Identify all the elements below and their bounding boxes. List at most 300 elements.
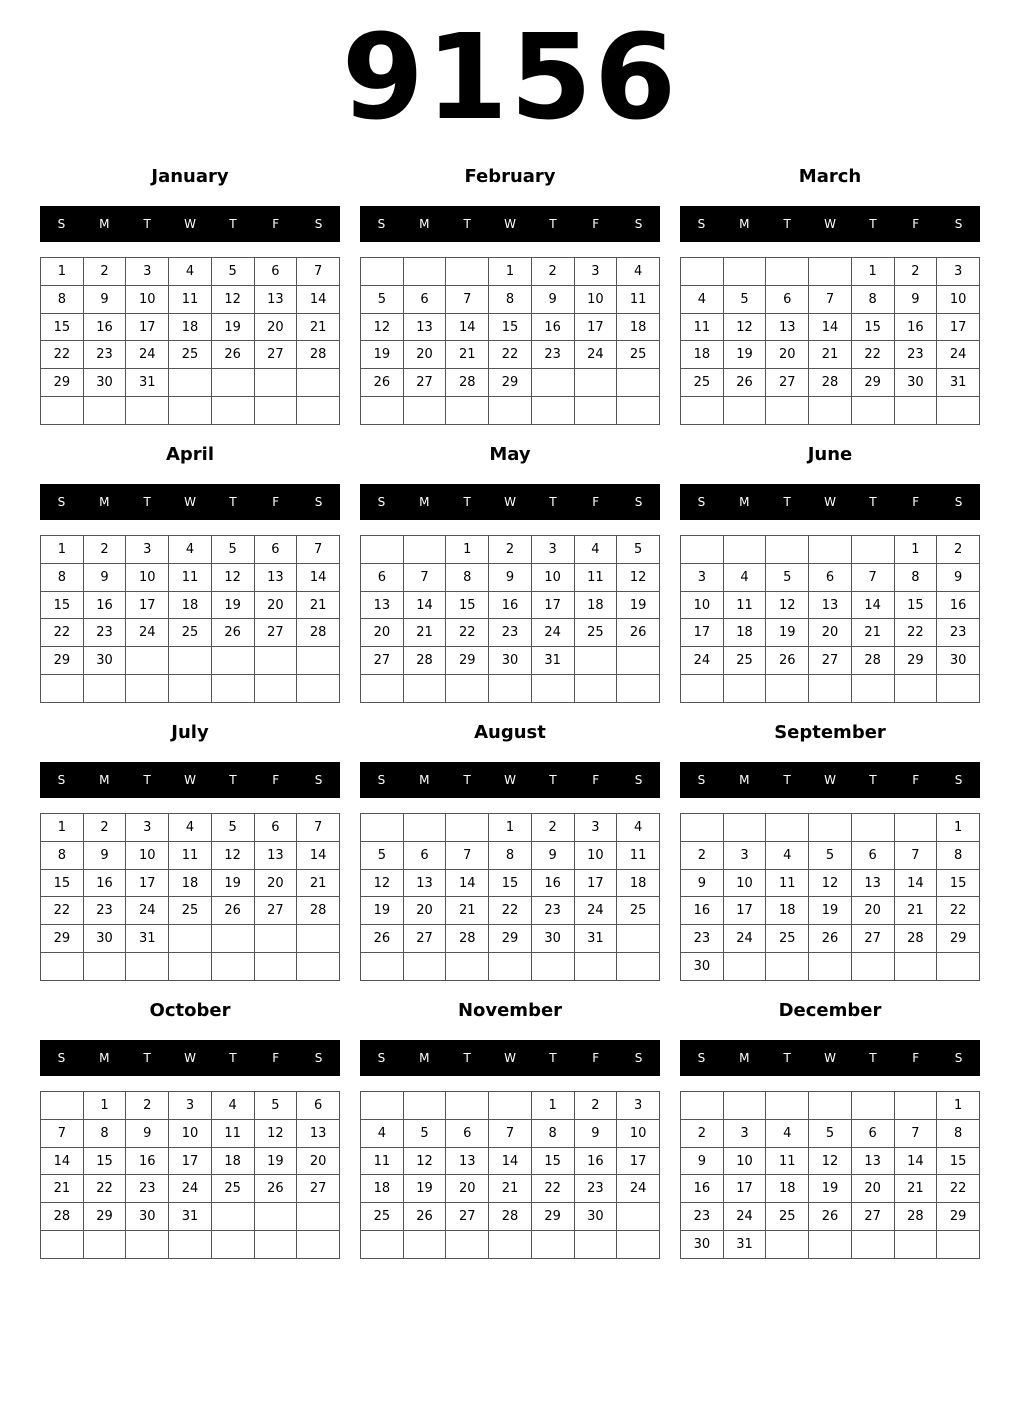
day-cell: 26 (211, 619, 254, 647)
week-row (41, 591, 340, 619)
weekday-label: T (229, 217, 237, 231)
day-cell: 21 (446, 897, 489, 925)
day-cell: 21 (297, 869, 340, 897)
day-cell: 22 (489, 897, 532, 925)
empty-cell (851, 675, 894, 703)
day-cell: 3 (126, 814, 169, 842)
day-cell: 18 (169, 869, 212, 897)
day-cell: 5 (809, 841, 852, 869)
day-cell: 4 (361, 1119, 404, 1147)
empty-cell (766, 536, 809, 564)
weekday-label: M (419, 495, 430, 509)
day-cell: 23 (681, 925, 724, 953)
day-cell: 20 (851, 897, 894, 925)
day-cell: 4 (766, 841, 809, 869)
day-cell: 18 (766, 897, 809, 925)
day-cell: 9 (937, 563, 980, 591)
day-cell: 19 (361, 897, 404, 925)
week-row (681, 341, 980, 369)
empty-cell (126, 953, 169, 981)
month-september (680, 716, 980, 986)
empty-cell (681, 814, 724, 842)
week-row (41, 563, 340, 591)
weekday-label: M (99, 773, 110, 787)
weekday-header (360, 484, 660, 520)
day-cell: 25 (169, 897, 212, 925)
month-name: July (171, 722, 209, 743)
empty-cell (361, 397, 404, 425)
day-cell: 24 (531, 619, 574, 647)
empty-cell (41, 397, 84, 425)
month-december (680, 994, 980, 1264)
month-name: April (165, 444, 215, 465)
day-cell: 2 (894, 258, 937, 286)
empty-cell (681, 536, 724, 564)
day-cell: 27 (403, 925, 446, 953)
weekday-label: S (377, 773, 386, 787)
day-cell: 22 (937, 1175, 980, 1203)
month-name: October (149, 1000, 231, 1021)
week-row (681, 313, 980, 341)
weekday-label: T (229, 495, 237, 509)
day-cell: 12 (809, 869, 852, 897)
day-cell: 22 (531, 1175, 574, 1203)
day-cell: 18 (617, 313, 660, 341)
day-cell: 10 (574, 841, 617, 869)
day-cell: 5 (617, 536, 660, 564)
day-cell: 12 (361, 313, 404, 341)
day-cell: 22 (489, 341, 532, 369)
day-grid (40, 535, 340, 703)
week-row (681, 285, 980, 313)
day-cell: 24 (937, 341, 980, 369)
week-row (681, 619, 980, 647)
week-row (41, 258, 340, 286)
day-cell: 26 (361, 925, 404, 953)
day-cell: 8 (489, 285, 532, 313)
week-row (681, 897, 980, 925)
day-cell: 11 (169, 563, 212, 591)
empty-cell (446, 397, 489, 425)
empty-cell (403, 1092, 446, 1120)
day-cell: 11 (681, 313, 724, 341)
day-cell: 22 (83, 1175, 126, 1203)
empty-cell (211, 925, 254, 953)
month-name: August (474, 722, 546, 743)
empty-cell (361, 258, 404, 286)
empty-cell (681, 1092, 724, 1120)
day-cell: 13 (403, 869, 446, 897)
day-cell: 12 (809, 1147, 852, 1175)
day-grid (360, 1091, 660, 1259)
week-row (41, 536, 340, 564)
weekday-label: W (184, 1051, 196, 1065)
weekday-label: M (419, 217, 430, 231)
day-cell: 3 (723, 841, 766, 869)
weekday-label: M (739, 495, 750, 509)
day-cell: 30 (126, 1203, 169, 1231)
month-july (40, 716, 340, 986)
weekday-label: F (912, 1051, 920, 1065)
weekday-header (360, 762, 660, 798)
day-cell: 6 (254, 814, 297, 842)
day-cell: 16 (126, 1147, 169, 1175)
day-cell: 19 (809, 1175, 852, 1203)
day-cell: 24 (723, 925, 766, 953)
day-cell: 3 (531, 536, 574, 564)
week-row (41, 841, 340, 869)
day-cell: 5 (254, 1092, 297, 1120)
day-cell: 30 (489, 647, 532, 675)
day-cell: 8 (41, 285, 84, 313)
day-cell: 8 (937, 1119, 980, 1147)
day-cell: 17 (126, 869, 169, 897)
weekday-label: T (463, 1051, 471, 1065)
day-cell: 15 (531, 1147, 574, 1175)
empty-cell (531, 1231, 574, 1259)
week-row (41, 1119, 340, 1147)
day-cell: 23 (531, 341, 574, 369)
day-cell: 12 (254, 1119, 297, 1147)
weekday-label: W (504, 1051, 516, 1065)
day-cell: 17 (531, 591, 574, 619)
empty-cell (766, 1092, 809, 1120)
day-cell: 3 (617, 1092, 660, 1120)
day-cell: 3 (574, 814, 617, 842)
day-cell: 10 (723, 1147, 766, 1175)
day-cell: 24 (126, 619, 169, 647)
day-cell: 7 (894, 841, 937, 869)
month-march (680, 160, 980, 430)
week-row (41, 369, 340, 397)
day-cell: 18 (169, 591, 212, 619)
week-row (41, 619, 340, 647)
empty-cell (41, 675, 84, 703)
day-cell: 21 (851, 619, 894, 647)
weekday-label: S (954, 495, 963, 509)
weekday-label: M (739, 773, 750, 787)
empty-cell (894, 1231, 937, 1259)
day-cell: 29 (41, 369, 84, 397)
day-cell: 10 (531, 563, 574, 591)
day-cell: 25 (681, 369, 724, 397)
empty-cell (766, 397, 809, 425)
weekday-label: T (783, 495, 791, 509)
weekday-label: T (783, 773, 791, 787)
week-row (361, 1147, 660, 1175)
week-row (361, 341, 660, 369)
week-row (681, 925, 980, 953)
empty-cell (297, 1203, 340, 1231)
day-cell: 22 (937, 897, 980, 925)
empty-cell (83, 397, 126, 425)
week-row (41, 897, 340, 925)
day-cell: 1 (489, 814, 532, 842)
week-row (681, 841, 980, 869)
day-cell: 20 (809, 619, 852, 647)
day-cell: 14 (41, 1147, 84, 1175)
day-cell: 13 (254, 563, 297, 591)
weekday-label: S (634, 495, 643, 509)
year-title: 9156 (341, 8, 679, 146)
day-cell: 1 (937, 814, 980, 842)
weekday-label: T (549, 495, 557, 509)
weekday-label: S (314, 217, 323, 231)
weekday-label: S (634, 1051, 643, 1065)
empty-cell (489, 675, 532, 703)
day-cell: 17 (574, 313, 617, 341)
day-cell: 14 (297, 841, 340, 869)
empty-cell (446, 953, 489, 981)
week-row (361, 925, 660, 953)
month-name: December (778, 1000, 882, 1021)
empty-cell (851, 1092, 894, 1120)
day-cell: 9 (574, 1119, 617, 1147)
week-row (361, 897, 660, 925)
empty-cell (617, 397, 660, 425)
day-cell: 8 (531, 1119, 574, 1147)
day-cell: 20 (851, 1175, 894, 1203)
weekday-label: M (739, 1051, 750, 1065)
week-row (681, 536, 980, 564)
day-cell: 3 (937, 258, 980, 286)
day-cell: 1 (446, 536, 489, 564)
empty-cell (681, 397, 724, 425)
week-row (41, 647, 340, 675)
day-cell: 28 (297, 341, 340, 369)
weekday-label: T (143, 773, 151, 787)
week-row (41, 1175, 340, 1203)
day-cell: 17 (723, 897, 766, 925)
day-cell: 22 (894, 619, 937, 647)
day-cell: 4 (169, 536, 212, 564)
empty-cell (723, 1092, 766, 1120)
day-cell: 15 (83, 1147, 126, 1175)
day-cell: 2 (489, 536, 532, 564)
empty-cell (446, 258, 489, 286)
weekday-label: M (739, 217, 750, 231)
day-cell: 21 (894, 1175, 937, 1203)
day-cell: 4 (766, 1119, 809, 1147)
week-row (681, 1092, 980, 1120)
day-cell: 4 (617, 258, 660, 286)
day-cell: 6 (403, 841, 446, 869)
empty-cell (531, 675, 574, 703)
day-cell: 7 (809, 285, 852, 313)
day-cell: 23 (574, 1175, 617, 1203)
day-cell: 28 (446, 925, 489, 953)
weekday-label: T (549, 1051, 557, 1065)
empty-cell (894, 953, 937, 981)
day-cell: 5 (809, 1119, 852, 1147)
day-cell: 23 (83, 619, 126, 647)
day-cell: 6 (851, 841, 894, 869)
week-row (41, 925, 340, 953)
day-cell: 28 (297, 897, 340, 925)
day-cell: 20 (403, 341, 446, 369)
day-cell: 5 (211, 536, 254, 564)
day-cell: 23 (83, 897, 126, 925)
day-cell: 2 (681, 1119, 724, 1147)
weekday-label: S (634, 773, 643, 787)
empty-cell (574, 1231, 617, 1259)
weekday-header (680, 762, 980, 798)
day-cell: 16 (489, 591, 532, 619)
empty-cell (169, 1231, 212, 1259)
day-cell: 29 (851, 369, 894, 397)
weekday-header (40, 762, 340, 798)
day-cell: 4 (723, 563, 766, 591)
weekday-label: W (824, 1051, 836, 1065)
day-cell: 13 (809, 591, 852, 619)
weekday-header (40, 206, 340, 242)
day-cell: 5 (211, 258, 254, 286)
day-cell: 7 (297, 536, 340, 564)
week-row (361, 285, 660, 313)
month-name: September (774, 722, 886, 743)
week-row (41, 1203, 340, 1231)
week-row (361, 1175, 660, 1203)
day-cell: 21 (41, 1175, 84, 1203)
day-cell: 1 (531, 1092, 574, 1120)
day-cell: 5 (361, 285, 404, 313)
empty-cell (723, 258, 766, 286)
day-cell: 17 (126, 313, 169, 341)
empty-cell (169, 925, 212, 953)
weekday-label: W (824, 773, 836, 787)
day-cell: 29 (894, 647, 937, 675)
empty-cell (403, 258, 446, 286)
day-cell: 23 (531, 897, 574, 925)
day-cell: 1 (489, 258, 532, 286)
empty-cell (489, 953, 532, 981)
empty-cell (937, 397, 980, 425)
week-row (681, 1147, 980, 1175)
day-cell: 17 (681, 619, 724, 647)
day-cell: 11 (169, 285, 212, 313)
day-grid (360, 813, 660, 981)
day-cell: 24 (169, 1175, 212, 1203)
weekday-label: T (463, 217, 471, 231)
week-row (361, 591, 660, 619)
day-cell: 19 (809, 897, 852, 925)
empty-cell (83, 1231, 126, 1259)
day-cell: 27 (361, 647, 404, 675)
day-cell: 29 (531, 1203, 574, 1231)
empty-cell (361, 953, 404, 981)
day-cell: 28 (894, 925, 937, 953)
day-cell: 25 (169, 341, 212, 369)
day-cell: 14 (403, 591, 446, 619)
day-cell: 17 (937, 313, 980, 341)
day-cell: 1 (41, 536, 84, 564)
day-cell: 22 (41, 619, 84, 647)
empty-cell (254, 925, 297, 953)
day-cell: 26 (809, 925, 852, 953)
day-cell: 7 (403, 563, 446, 591)
day-cell: 4 (211, 1092, 254, 1120)
week-row (361, 869, 660, 897)
empty-cell (723, 953, 766, 981)
day-cell: 6 (297, 1092, 340, 1120)
empty-cell (766, 675, 809, 703)
weekday-label: M (419, 773, 430, 787)
day-cell: 12 (211, 285, 254, 313)
empty-cell (403, 814, 446, 842)
week-row (681, 1175, 980, 1203)
day-cell: 14 (297, 285, 340, 313)
day-cell: 10 (574, 285, 617, 313)
day-cell: 4 (169, 258, 212, 286)
day-cell: 31 (126, 369, 169, 397)
day-cell: 31 (574, 925, 617, 953)
day-cell: 22 (41, 897, 84, 925)
empty-cell (446, 814, 489, 842)
day-cell: 1 (41, 814, 84, 842)
day-cell: 27 (766, 369, 809, 397)
weekday-label: S (954, 773, 963, 787)
empty-cell (574, 953, 617, 981)
day-cell: 17 (126, 591, 169, 619)
day-cell: 23 (937, 619, 980, 647)
day-cell: 30 (531, 925, 574, 953)
weekday-label: W (184, 773, 196, 787)
day-cell: 9 (83, 563, 126, 591)
empty-cell (766, 258, 809, 286)
empty-cell (126, 647, 169, 675)
day-cell: 26 (254, 1175, 297, 1203)
day-cell: 15 (489, 869, 532, 897)
day-cell: 30 (937, 647, 980, 675)
empty-cell (617, 675, 660, 703)
day-cell: 8 (851, 285, 894, 313)
empty-cell (894, 814, 937, 842)
day-cell: 30 (574, 1203, 617, 1231)
empty-cell (809, 814, 852, 842)
day-cell: 16 (937, 591, 980, 619)
empty-cell (574, 675, 617, 703)
day-cell: 6 (254, 258, 297, 286)
weekday-header (360, 1040, 660, 1076)
empty-cell (617, 1231, 660, 1259)
day-cell: 30 (894, 369, 937, 397)
day-cell: 4 (574, 536, 617, 564)
day-cell: 17 (723, 1175, 766, 1203)
day-cell: 16 (894, 313, 937, 341)
weekday-label: S (697, 1051, 706, 1065)
week-row (681, 675, 980, 703)
day-cell: 5 (211, 814, 254, 842)
day-cell: 7 (446, 841, 489, 869)
weekday-label: S (57, 773, 66, 787)
weekday-label: T (869, 1051, 877, 1065)
day-cell: 19 (617, 591, 660, 619)
empty-cell (531, 953, 574, 981)
empty-cell (446, 1092, 489, 1120)
week-row (41, 313, 340, 341)
week-row (41, 285, 340, 313)
day-cell: 22 (446, 619, 489, 647)
day-cell: 6 (403, 285, 446, 313)
empty-cell (531, 369, 574, 397)
empty-cell (681, 675, 724, 703)
month-january (40, 160, 340, 430)
day-cell: 15 (41, 313, 84, 341)
empty-cell (403, 1231, 446, 1259)
day-cell: 2 (126, 1092, 169, 1120)
weekday-label: S (377, 217, 386, 231)
day-cell: 10 (126, 285, 169, 313)
